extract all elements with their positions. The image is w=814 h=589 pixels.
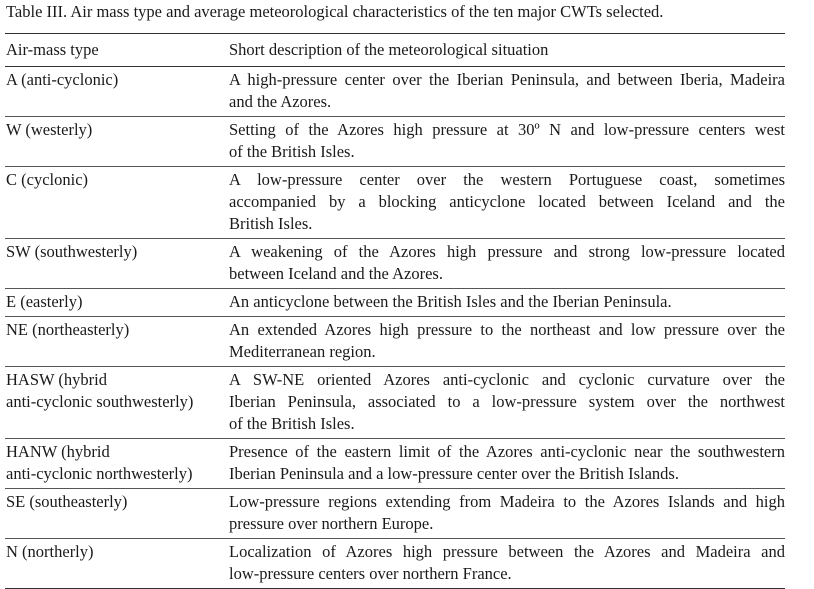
meteorological-table <box>5 33 785 589</box>
description-cell <box>229 67 785 116</box>
table-body <box>5 67 785 588</box>
air-mass-type-line: HANW (hybrid <box>6 442 110 461</box>
description-line: Low-pressure regions extending from Madeira to the Azores Islands and high <box>229 492 785 511</box>
description-line: accompanied by a blocking anticyclone located between Iceland and the <box>229 192 785 211</box>
table-row <box>5 67 785 117</box>
table-header <box>5 34 785 67</box>
description-cell <box>229 367 785 438</box>
description-line: low-pressure centers over northern France. <box>229 564 512 583</box>
description-line: An extended Azores high pressure to the northeast and low pressure over the <box>229 320 785 339</box>
table-row <box>5 539 785 588</box>
description-line: Setting of the Azores high pressure at 30º N and low-pressure centers west <box>229 120 785 139</box>
description-cell <box>229 239 785 288</box>
table-row <box>5 239 785 289</box>
description-line: A SW-NE oriented Azores anti-cyclonic and cyclonic curvature over the <box>229 370 785 389</box>
description-line: between Iceland and the Azores. <box>229 264 443 283</box>
description-cell <box>229 167 785 238</box>
description-cell <box>229 539 785 588</box>
description-cell <box>229 439 785 488</box>
header-description: Short description of the meteorological situation <box>229 40 549 59</box>
air-mass-type-line: anti-cyclonic southwesterly) <box>6 392 194 411</box>
description-line: Localization of Azores high pressure between the Azores and Madeira and <box>229 542 785 561</box>
description-line: pressure over northern Europe. <box>229 514 434 533</box>
description-line: An anticyclone between the British Isles and the Iberian Peninsula. <box>229 292 672 311</box>
description-line: Mediterranean region. <box>229 342 376 361</box>
table-row <box>5 489 785 539</box>
description-line: Presence of the eastern limit of the Azores anti-cyclonic near the southwestern <box>229 442 785 461</box>
description-cell <box>229 489 785 538</box>
description-line: Iberian Peninsula, associated to a low-pressure system over the northwest <box>229 392 785 411</box>
air-mass-type-cell <box>5 239 229 266</box>
air-mass-type-line: HASW (hybrid <box>6 370 107 389</box>
air-mass-type-line: N (northerly) <box>6 542 94 561</box>
air-mass-type-line: C (cyclonic) <box>6 170 89 189</box>
air-mass-type-cell <box>5 489 229 516</box>
air-mass-type-line: NE (northeasterly) <box>6 320 130 339</box>
air-mass-type-line: W (westerly) <box>6 120 93 139</box>
description-line: Iberian Peninsula and a low-pressure center over the British Islands. <box>229 464 679 483</box>
air-mass-type-cell <box>5 67 229 94</box>
air-mass-type-line: anti-cyclonic northwesterly) <box>6 464 193 483</box>
table-row <box>5 439 785 489</box>
description-line: of the British Isles. <box>229 414 355 433</box>
air-mass-type-line: A (anti-cyclonic) <box>6 70 119 89</box>
air-mass-type-line: SE (southeasterly) <box>6 492 128 511</box>
description-cell <box>229 317 785 366</box>
air-mass-type-line: E (easterly) <box>6 292 83 311</box>
description-line: of the British Isles. <box>229 142 355 161</box>
air-mass-type-cell <box>5 539 229 566</box>
air-mass-type-cell <box>5 439 229 488</box>
air-mass-type-cell <box>5 117 229 144</box>
table-row <box>5 317 785 367</box>
air-mass-type-cell <box>5 289 229 316</box>
header-air-mass-type: Air-mass type <box>6 40 99 59</box>
description-line: A weakening of the Azores high pressure and strong low-pressure located <box>229 242 785 261</box>
air-mass-type-cell <box>5 167 229 194</box>
description-line: A high-pressure center over the Iberian Peninsula, and between Iberia, Madeira <box>229 70 785 89</box>
description-cell <box>229 289 785 316</box>
description-line: and the Azores. <box>229 92 332 111</box>
table-row <box>5 167 785 239</box>
air-mass-type-cell <box>5 367 229 416</box>
description-cell <box>229 117 785 166</box>
air-mass-type-cell <box>5 317 229 344</box>
description-line: British Isles. <box>229 214 313 233</box>
table-row <box>5 289 785 317</box>
table-row <box>5 117 785 167</box>
air-mass-type-line: SW (southwesterly) <box>6 242 138 261</box>
description-line: A low-pressure center over the western Portuguese coast, sometimes <box>229 170 785 189</box>
table-row <box>5 367 785 439</box>
table-caption: Table III. Air mass type and average meteorological characteristics of the ten major CWTs selected. <box>6 2 664 21</box>
